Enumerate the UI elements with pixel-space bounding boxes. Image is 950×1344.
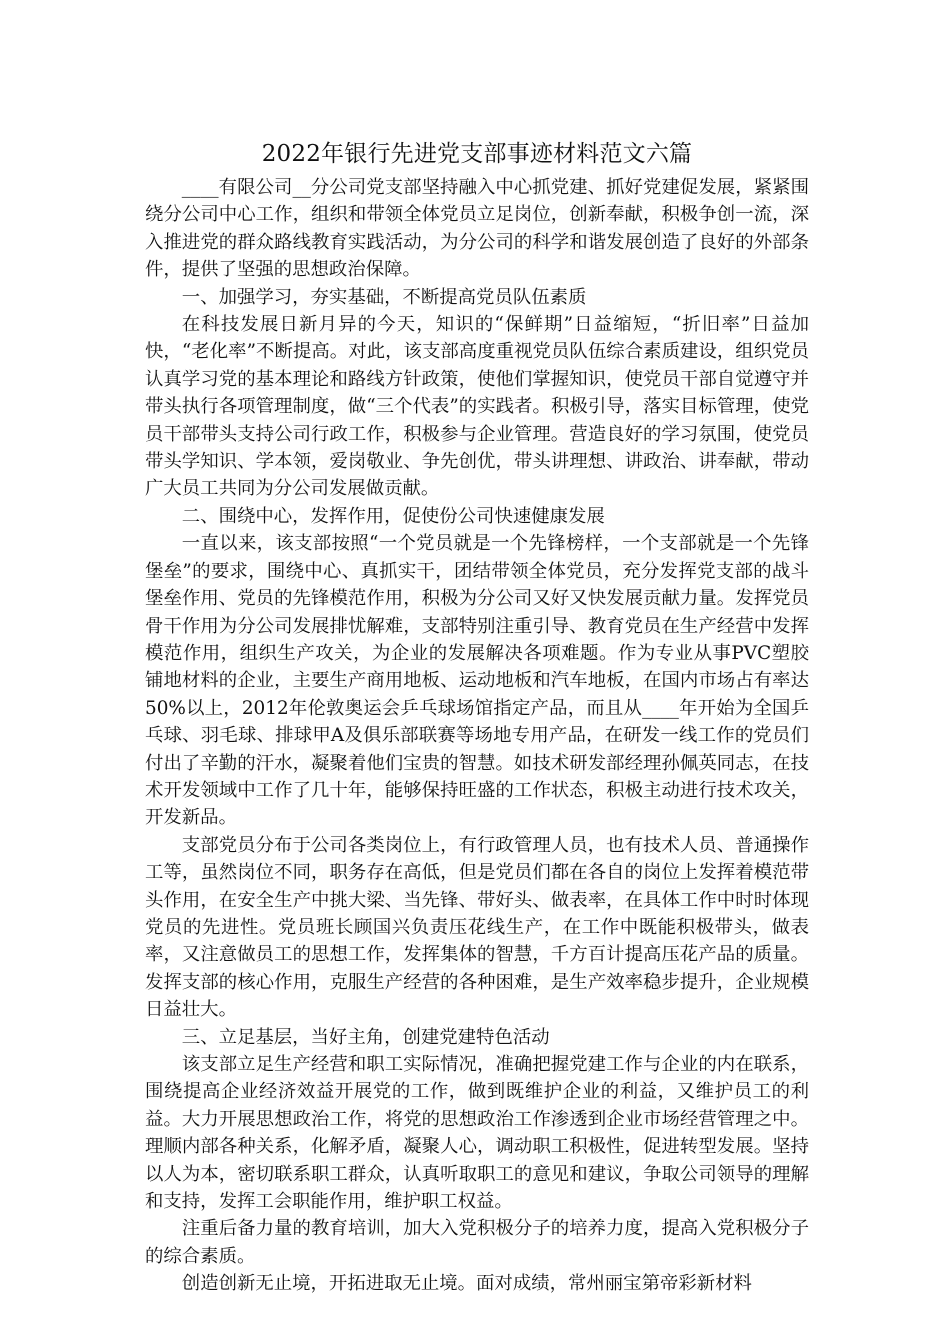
body-paragraph: 支部党员分布于公司各类岗位上，有行政管理人员，也有技术人员、普通操作工等，虽然岗位不同，职务存在高低，但是党员们都在各自的岗位上发挥着模范带头作用，在安全生产中挑大梁、当先锋、带好头、做表率，在具体工作中时时体现党员的先进性。党员班长顾国兴负责压花线生产，在工作中既能积极带头，做表率，又注意做员工的思想工作，发挥集体的智慧，千方百计提高压花产品的质量。发挥支部的核心作用，克服生产经营的各种困难，是生产效率稳步提升，企业规模日益壮大。: [145, 834, 809, 1021]
section-heading-2: 二、围绕中心，发挥作用，促使份公司快速健康发展: [181, 505, 605, 527]
section-heading-3: 三、立足基层，当好主角，创建党建特色活动: [181, 1026, 550, 1048]
section-heading-1: 一、加强学习，夯实基础，不断提高党员队伍素质: [181, 286, 587, 308]
document-title: 2022年银行先进党支部事迹材料范文六篇: [261, 141, 693, 167]
body-paragraph: 一直以来，该支部按照“一个党员就是一个先锋榜样，一个支部就是一个先锋堡垒”的要求，围绕中心、真抓实干，团结带领全体党员，充分发挥党支部的战斗堡垒作用、党员的先锋模范作用，积极为分公司又好又快发展贡献力量。发挥党员骨干作用为分公司发展排忧解难，支部特别注重引导、教育党员在生产经营中发挥模范作用，组织生产攻关，为企业的发展解决各项难题。作为专业从事PVC塑胶铺地材料的企业，主要生产商用地板、运动地板和汽车地板，在国内市场占有率达50%以上，2012年伦敦奥运会乒乓球场馆指定产品，而且从____年开始为全国乒乓球、羽毛球、排球甲A及俱乐部联赛等场地专用产品，在研发一线工作的党员们付出了辛勤的汗水，凝聚着他们宝贵的智慧。如技术研发部经理孙佩英同志，在技术开发领域中工作了几十年，能够保持旺盛的工作状态，积极主动进行技术攻关，开发新品。: [145, 533, 809, 829]
body-paragraph: 该支部立足生产经营和职工实际情况，准确把握党建工作与企业的内在联系，围绕提高企业经济效益开展党的工作，做到既维护企业的利益，又维护员工的利益。大力开展思想政治工作，将党的思想政治工作渗透到企业市场经营管理之中。理顺内部各种关系，化解矛盾，凝聚人心，调动职工积极性，促进转型发展。坚持以人为本，密切联系职工群众，认真听取职工的意见和建议，争取公司领导的理解和支持，发挥工会职能作用，维护职工权益。: [145, 1054, 809, 1213]
document-page: [145, 138, 809, 1298]
body-paragraph: 注重后备力量的教育培训，加大入党积极分子的培养力度，提高入党积极分子的综合素质。: [145, 1218, 809, 1267]
intro-paragraph: ____有限公司__分公司党支部坚持融入中心抓党建、抓好党建促发展，紧紧围绕分公司中心工作，组织和带领全体党员立足岗位，创新奉献，积极争创一流，深入推进党的群众路线教育实践活动，为分公司的科学和谐发展创造了良好的外部条件，提供了坚强的思想政治保障。: [145, 177, 809, 281]
body-paragraph: 创造创新无止境，开拓进取无止境。面对成绩，常州丽宝第帝彩新材料: [181, 1273, 752, 1295]
body-paragraph: 在科技发展日新月异的今天，知识的“保鲜期”日益缩短，“折旧率”日益加快，“老化率”不断提高。对此，该支部高度重视党员队伍综合素质建设，组织党员认真学习党的基本理论和路线方针政策，使他们掌握知识，使党员干部自觉遵守并带头执行各项管理制度，做“三个代表”的实践者。积极引导，落实目标管理，使党员干部带头支持公司行政工作，积极参与企业管理。营造良好的学习氛围，使党员带头学知识、学本领，爱岗敬业、争先创优，带头讲理想、讲政治、讲奉献，带动广大员工共同为分公司发展做贡献。: [145, 314, 809, 500]
